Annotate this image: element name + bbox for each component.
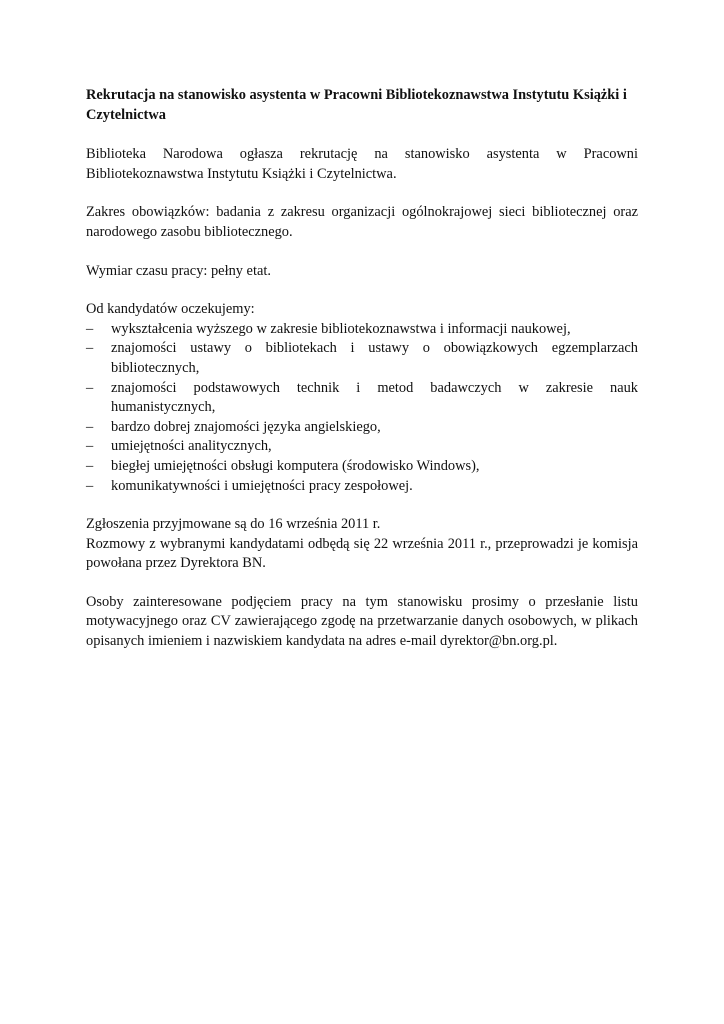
deadline-line: Zgłoszenia przyjmowane są do 16 września 2011 r. [86, 516, 381, 533]
intro-paragraph: Biblioteka Narodowa ogłasza rekrutację na stanowisko asystenta w Pracowni Bibliotekoznawstwa Instytutu Książki i Czytelnictwa. [86, 146, 638, 182]
requirement-item [86, 457, 638, 477]
dash-bullet: – [86, 340, 94, 357]
requirement-text: znajomości ustawy o bibliotekach i ustawy o obowiązkowych egzemplarzach bibliotecznych, [111, 340, 638, 376]
document-page [86, 86, 638, 671]
requirement-item [86, 379, 638, 418]
requirement-item [86, 418, 638, 438]
dash-bullet: – [86, 320, 94, 337]
requirement-item [86, 477, 638, 497]
requirement-text: bardzo dobrej znajomości języka angielskiego, [111, 418, 381, 435]
dash-bullet: – [86, 457, 94, 474]
dash-bullet: – [86, 418, 94, 435]
application-text: Osoby zainteresowane podjęciem pracy na tym stanowisku prosimy o przesłanie listu motywacyjnego oraz CV zawierającego zgodę na przetwarzanie danych osobowych, w plikach opisanych imieniem i nazwiskiem kandydata na adres e-mail dyrektor@bn.org.pl. [86, 593, 638, 650]
requirement-text: znajomości podstawowych technik i metod badawczych w zakresie nauk humanistycznych, [111, 379, 638, 416]
requirement-item [86, 339, 638, 378]
duties-paragraph: Zakres obowiązków: badania z zakresu organizacji ogólnokrajowej sieci bibliotecznej oraz narodowego zasobu bibliotecznego. [86, 204, 638, 240]
requirements-heading: Od kandydatów oczekujemy: [86, 301, 255, 318]
work-time-paragraph: Wymiar czasu pracy: pełny etat. [86, 262, 271, 279]
document-title: Rekrutacja na stanowisko asystenta w Pracowni Bibliotekoznawstwa Instytutu Książki i Czytelnictwa [86, 87, 627, 123]
dash-bullet: – [86, 438, 94, 455]
requirement-text: biegłej umiejętności obsługi komputera (środowisko Windows), [111, 457, 480, 474]
requirement-item [86, 437, 638, 457]
requirement-item [86, 320, 638, 340]
requirement-text: wykształcenia wyższego w zakresie bibliotekoznawstwa i informacji naukowej, [111, 320, 571, 337]
requirements-list [86, 320, 638, 496]
application-paragraph [86, 593, 638, 652]
requirement-text: umiejętności analitycznych, [111, 438, 272, 455]
dash-bullet: – [86, 379, 94, 396]
requirement-text: komunikatywności i umiejętności pracy zespołowej. [111, 477, 413, 494]
dash-bullet: – [86, 477, 94, 494]
interviews-paragraph: Rozmowy z wybranymi kandydatami odbędą się 22 września 2011 r., przeprowadzi je komisja powołana przez Dyrektora BN. [86, 535, 638, 572]
